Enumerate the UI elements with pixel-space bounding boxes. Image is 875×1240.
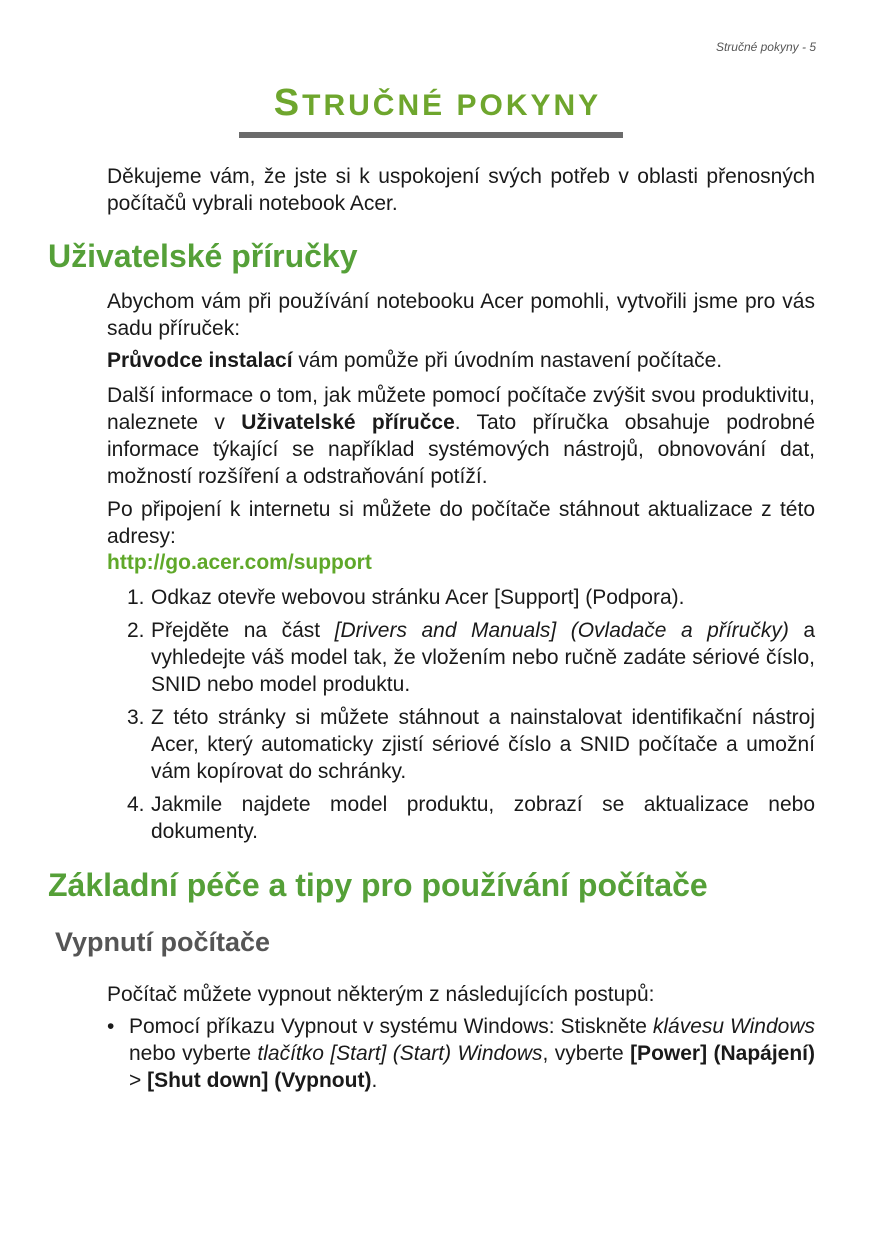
step-text-rest: a vyhledejte váš model tak, že vložením nebo ručně zadáte sériové číslo, SNID nebo model produktu. bbox=[151, 619, 816, 696]
intro-paragraph: Děkujeme vám, že jste si k uspokojení svých potřeb v oblasti přenosných počítačů vybrali notebook Acer. bbox=[107, 165, 815, 215]
bullet-text-c: , vyberte bbox=[542, 1042, 631, 1065]
bullet-bold-2: [Shut down] (Vypnout) bbox=[147, 1069, 372, 1092]
bullet-text-a: Pomocí příkazu Vypnout v systému Windows: Stiskněte bbox=[129, 1015, 653, 1038]
bullet-text-e: . bbox=[371, 1069, 378, 1092]
step-item bbox=[127, 584, 815, 611]
step-text: Přejděte na část bbox=[151, 619, 335, 642]
step-item bbox=[127, 704, 815, 785]
shutdown-paragraph: Počítač můžete vypnout některým z následujících postupů: bbox=[107, 983, 655, 1006]
support-link[interactable]: http://go.acer.com/support bbox=[107, 551, 372, 574]
guides-paragraph-2 bbox=[107, 347, 815, 374]
bullet-text-d: > bbox=[129, 1069, 148, 1092]
step-number: 1. bbox=[127, 586, 145, 609]
list-item bbox=[107, 1013, 815, 1094]
step-item bbox=[127, 617, 815, 698]
section-heading-basic-care: Základní péče a tipy pro používání počítače bbox=[48, 867, 708, 903]
running-header: Stručné pokyny - 5 bbox=[715, 40, 816, 54]
step-text: Odkaz otevře webovou stránku Acer [Support] (Podpora). bbox=[151, 586, 685, 609]
title-rest: TRUČNÉ POKYNY bbox=[302, 89, 602, 122]
step-number: 2. bbox=[127, 619, 145, 642]
bullet-italic-1: klávesu Windows bbox=[652, 1015, 815, 1038]
guides-paragraph-2-text: vám pomůže při úvodním nastavení počítače. bbox=[292, 349, 723, 372]
step-text: Jakmile najdete model produktu, zobrazí se aktualizace nebo dokumenty. bbox=[151, 793, 815, 843]
step-number: 3. bbox=[127, 706, 145, 729]
bullet-dot: • bbox=[107, 1015, 115, 1038]
step-number: 4. bbox=[127, 793, 145, 816]
guides-paragraph-1: Abychom vám při používání notebooku Acer pomohli, vytvořili jsme pro vás sadu příruček: bbox=[107, 290, 815, 340]
shutdown-methods bbox=[107, 1013, 815, 1094]
step-text: Z této stránky si můžete stáhnout a nainstalovat identifikační nástroj Acer, který automaticky zjistí sériové číslo a SNID počítače a umožní vám kopírovat do schránky. bbox=[151, 706, 815, 783]
step-italic: [Drivers and Manuals] (Ovladače a příručky) bbox=[334, 619, 789, 642]
guides-paragraph-3-a: Další informace o tom, jak můžete pomocí počítače zvýšit svou produktivitu, naleznete v bbox=[107, 384, 815, 434]
title-underline bbox=[239, 132, 623, 138]
bullet-italic-2: tlačítko [Start] (Start) Windows bbox=[257, 1042, 543, 1065]
step-item bbox=[127, 791, 815, 845]
subheading-shutdown: Vypnutí počítače bbox=[55, 927, 271, 957]
title-initial: S bbox=[273, 82, 303, 124]
user-guide-term: Uživatelské příručce bbox=[241, 411, 455, 434]
bullet-text-b: nebo vyberte bbox=[129, 1042, 258, 1065]
support-steps bbox=[127, 584, 815, 851]
guides-paragraph-3-b: . Tato příručka obsahuje podrobné informace týkající se například systémových nástrojů, obnovování dat, možností rozšíření a odstraňování potíží. bbox=[107, 411, 815, 488]
guides-paragraph-3 bbox=[107, 382, 815, 490]
setup-guide-term: Průvodce instalací bbox=[107, 349, 293, 372]
section-heading-user-guides: Uživatelské příručky bbox=[48, 238, 358, 274]
page-title bbox=[0, 82, 875, 125]
bullet-bold-1: [Power] (Napájení) bbox=[630, 1042, 815, 1065]
guides-paragraph-4: Po připojení k internetu si můžete do počítače stáhnout aktualizace z této adresy: bbox=[107, 498, 815, 548]
